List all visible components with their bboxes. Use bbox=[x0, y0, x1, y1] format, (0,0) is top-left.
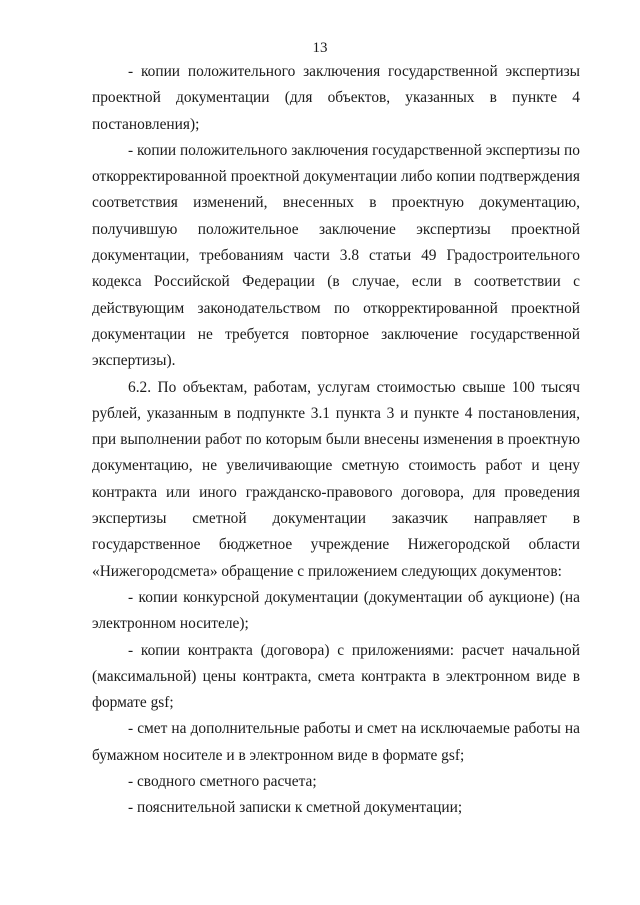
paragraph-tender-documentation: - копии конкурсной документации (документации об аукционе) (на электронном носителе); bbox=[92, 588, 580, 633]
paragraph-additional-estimates: - смет на дополнительные работы и смет на исключаемые работы на бумажном носителе и в электронном виде в формате gsf; bbox=[92, 720, 580, 764]
paragraph-summary-estimate: - сводного сметного расчета; bbox=[128, 773, 317, 791]
paragraph-expertise-copy: - копии положительного заключения государственной экспертизы проектной документации (для объектов, указанных в пункте 4 постановления); bbox=[92, 63, 580, 133]
page-number: 13 bbox=[312, 40, 328, 56]
paragraph-corrected-documentation: - копии положительного заключения государственной экспертизы по откорректированной проектной документации либо копии подтверждения соответствия изменений, внесенных в проектную документацию, получившую положительное заключение экспертизы проектной документации, требованиям части 3.8 статьи 49 Градостроительного кодекса Российской Федерации (в случае, если в соответствии с действующим законодательством по откорректированной проектной документации не требуется повторное заключение государственной экспертизы). bbox=[92, 141, 580, 370]
paragraph-contract-copy: - копии контракта (договора) с приложениями: расчет начальной (максимальной) цены контракта, смета контракта в электронном виде в формате gsf; bbox=[92, 641, 580, 712]
paragraph-clause-6-2: 6.2. По объектам, работам, услугам стоимостью свыше 100 тысяч рублей, указанным в подпункте 3.1 пункта 3 и пункте 4 постановления, при выполнении работ по которым были внесены изменения в проектную документацию, не увеличивающие сметную стоимость работ и цену контракта или иного гражданско-правового договора, для проведения экспертизы сметной документации заказчик направляет в государственное бюджетное учреждение Нижегородской области «Нижегородсмета» обращение с приложением следующих документов: bbox=[92, 378, 580, 580]
paragraph-explanatory-note: - пояснительной записки к сметной документации; bbox=[128, 799, 463, 817]
document-body bbox=[92, 59, 580, 822]
